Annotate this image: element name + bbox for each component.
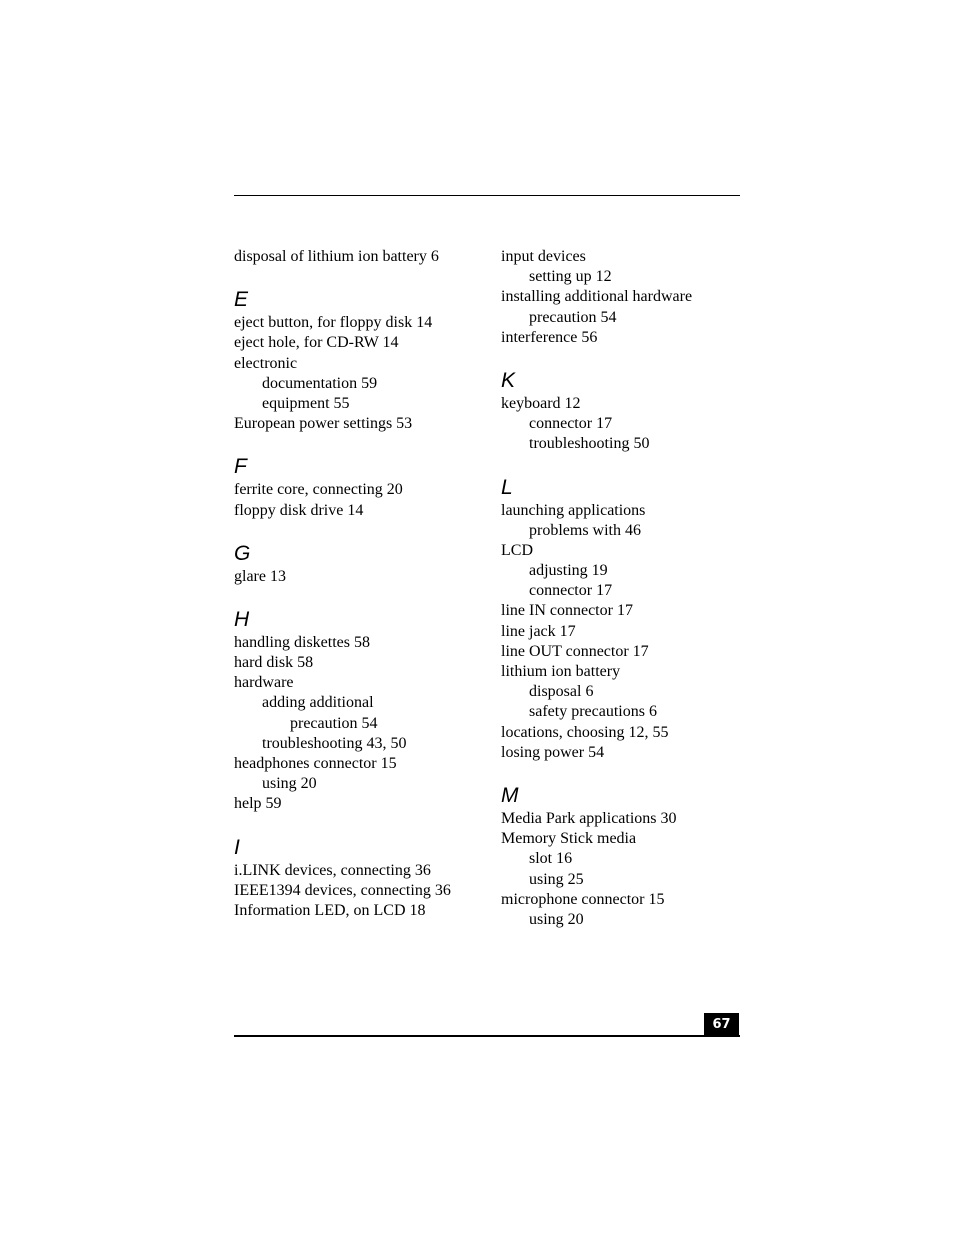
index-section-letter: L <box>501 475 513 499</box>
index-subentry: using 20 <box>529 910 584 928</box>
index-subentry: adding additional <box>262 694 374 712</box>
index-entry: glare 13 <box>234 567 286 585</box>
index-entry: lithium ion battery <box>501 663 621 680</box>
index-section-letter: M <box>501 783 519 807</box>
index-entry: eject button, for floppy disk 14 <box>234 314 433 332</box>
index-entry: IEEE1394 devices, connecting 36 <box>234 881 451 899</box>
index-subentry: precaution 54 <box>529 308 617 326</box>
index-entry: ferrite core, connecting 20 <box>234 481 403 499</box>
index-subentry: connector 17 <box>529 582 613 600</box>
index-entry: i.LINK devices, connecting 36 <box>234 861 431 879</box>
index-entry: line jack 17 <box>501 622 576 640</box>
index-entry: European power settings 53 <box>234 415 413 433</box>
index-subentry: troubleshooting 50 <box>529 435 650 453</box>
index-section-letter: K <box>501 368 516 392</box>
index-entry: launching applications <box>501 501 646 519</box>
index-entry: Information LED, on LCD 18 <box>234 901 426 919</box>
index-subentry: documentation 59 <box>262 374 378 392</box>
index-section-letter: E <box>234 288 249 312</box>
index-section-letter: G <box>234 541 251 565</box>
index-subentry: using 25 <box>529 870 584 888</box>
index-entry: input devices <box>501 248 586 265</box>
index-subentry: disposal 6 <box>529 683 594 701</box>
index-subentry: troubleshooting 43, 50 <box>262 734 407 752</box>
index-subentry: safety precautions 6 <box>529 703 657 721</box>
index-entry: hard disk 58 <box>234 654 314 672</box>
index-entry: locations, choosing 12, 55 <box>501 723 669 741</box>
index-column-left <box>234 247 484 921</box>
index-entry: microphone connector 15 <box>501 890 665 908</box>
index-entry: LCD <box>501 541 533 559</box>
index-subentry: connector 17 <box>529 415 613 433</box>
index-entry: line IN connector 17 <box>501 602 633 620</box>
index-entry: installing additional hardware <box>501 288 693 306</box>
index-entry: Media Park applications 30 <box>501 809 677 827</box>
index-entry: hardware <box>234 674 294 692</box>
index-subentry: adjusting 19 <box>529 562 608 580</box>
index-entry: eject hole, for CD-RW 14 <box>234 334 399 352</box>
index-entry: help 59 <box>234 795 282 813</box>
index-subentry: precaution 54 <box>290 714 378 732</box>
index-entry: handling diskettes 58 <box>234 633 370 651</box>
index-section-letter: H <box>234 607 250 631</box>
index-entry: headphones connector 15 <box>234 755 397 772</box>
index-subentry: using 20 <box>262 775 317 793</box>
index-entry: floppy disk drive 14 <box>234 501 364 519</box>
index-entry: Memory Stick media <box>501 830 637 848</box>
index-subentry: equipment 55 <box>262 394 350 412</box>
index-section-letter: F <box>234 455 247 479</box>
top-rule <box>234 195 740 196</box>
index-subentry: slot 16 <box>529 850 573 868</box>
bottom-rule <box>234 1035 740 1037</box>
page-number: 67 <box>704 1013 739 1036</box>
index-subentry: problems with 46 <box>529 521 641 539</box>
index-column-right <box>501 247 741 930</box>
index-entry: keyboard 12 <box>501 394 581 412</box>
index-entry: disposal of lithium ion battery 6 <box>234 248 439 265</box>
index-entry: losing power 54 <box>501 743 605 761</box>
index-entry: line OUT connector 17 <box>501 642 649 660</box>
index-section-letter: I <box>234 835 240 859</box>
index-entry: interference 56 <box>501 328 598 346</box>
index-entry: electronic <box>234 354 298 372</box>
index-subentry: setting up 12 <box>529 268 612 286</box>
